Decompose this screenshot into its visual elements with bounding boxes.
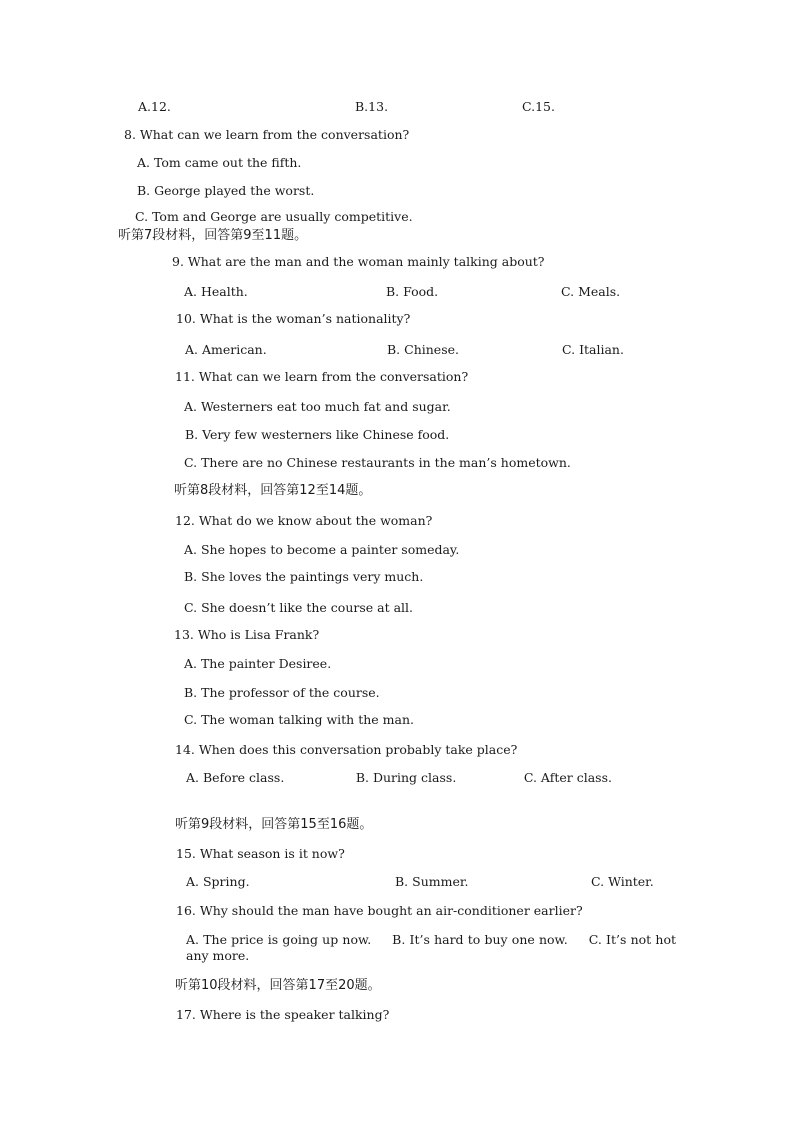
q14-options: A. Before class. B. During class. C. After class. (186, 770, 612, 785)
q7-option-a: A.12. (138, 99, 171, 114)
q15-option-b: B. Summer. (395, 874, 469, 889)
q7-option-b: B.13. (355, 99, 389, 114)
q12-option-c: C. She doesn’t like the course at all. (184, 600, 414, 615)
q13-question: 13. Who is Lisa Frank? (174, 627, 320, 642)
q15-option-c: C. Winter. (591, 874, 654, 889)
section-7-heading: 听第7段材料，回答第9至11题。 (118, 228, 308, 243)
q8-question: 8. What can we learn from the conversation? (124, 127, 410, 142)
q11-question: 11. What can we learn from the conversation? (175, 369, 469, 384)
q11-option-c: C. There are no Chinese restaurants in the man’s hometown. (184, 455, 571, 470)
q12-option-b: B. She loves the paintings very much. (184, 569, 424, 584)
q10-option-c: C. Italian. (562, 342, 624, 357)
q12-question: 12. What do we know about the woman? (175, 513, 433, 528)
q9-option-b: B. Food. (386, 284, 439, 299)
q10-option-b: B. Chinese. (387, 342, 459, 357)
q15-question: 15. What season is it now? (176, 846, 345, 861)
q17-question: 17. Where is the speaker talking? (176, 1007, 390, 1022)
section-9-heading: 听第9段材料，回答第15至16题。 (175, 817, 373, 832)
q13-option-c: C. The woman talking with the man. (184, 712, 414, 727)
q13-option-a: A. The painter Desiree. (184, 656, 332, 671)
q13-option-b: B. The professor of the course. (184, 685, 380, 700)
q16-options: A. The price is going up now. B. It’s hard to buy one now. C. It’s not hot any more. (186, 932, 680, 963)
q16-question: 16. Why should the man have bought an air-conditioner earlier? (176, 903, 583, 918)
q8-option-b: B. George played the worst. (137, 183, 315, 198)
q11-option-a: A. Westerners eat too much fat and sugar. (184, 399, 451, 414)
q7-option-c: C.15. (522, 99, 555, 114)
q11-option-b: B. Very few westerners like Chinese food. (185, 427, 450, 442)
q9-option-c: C. Meals. (561, 284, 621, 299)
q15-option-a: A. Spring. (186, 874, 250, 889)
q9-question: 9. What are the man and the woman mainly talking about? (172, 254, 545, 269)
section-10-heading: 听第10段材料，回答第17至20题。 (175, 978, 381, 993)
q10-option-a: A. American. (185, 342, 267, 357)
q12-option-a: A. She hopes to become a painter someday. (184, 542, 460, 557)
q9-option-a: A. Health. (184, 284, 248, 299)
q14-question: 14. When does this conversation probably take place? (175, 742, 518, 757)
q10-question: 10. What is the woman’s nationality? (176, 311, 411, 326)
section-8-heading: 听第8段材料，回答第12至14题。 (174, 483, 372, 498)
q8-option-a: A. Tom came out the fifth. (137, 155, 302, 170)
q8-option-c: C. Tom and George are usually competitive. (135, 209, 413, 224)
